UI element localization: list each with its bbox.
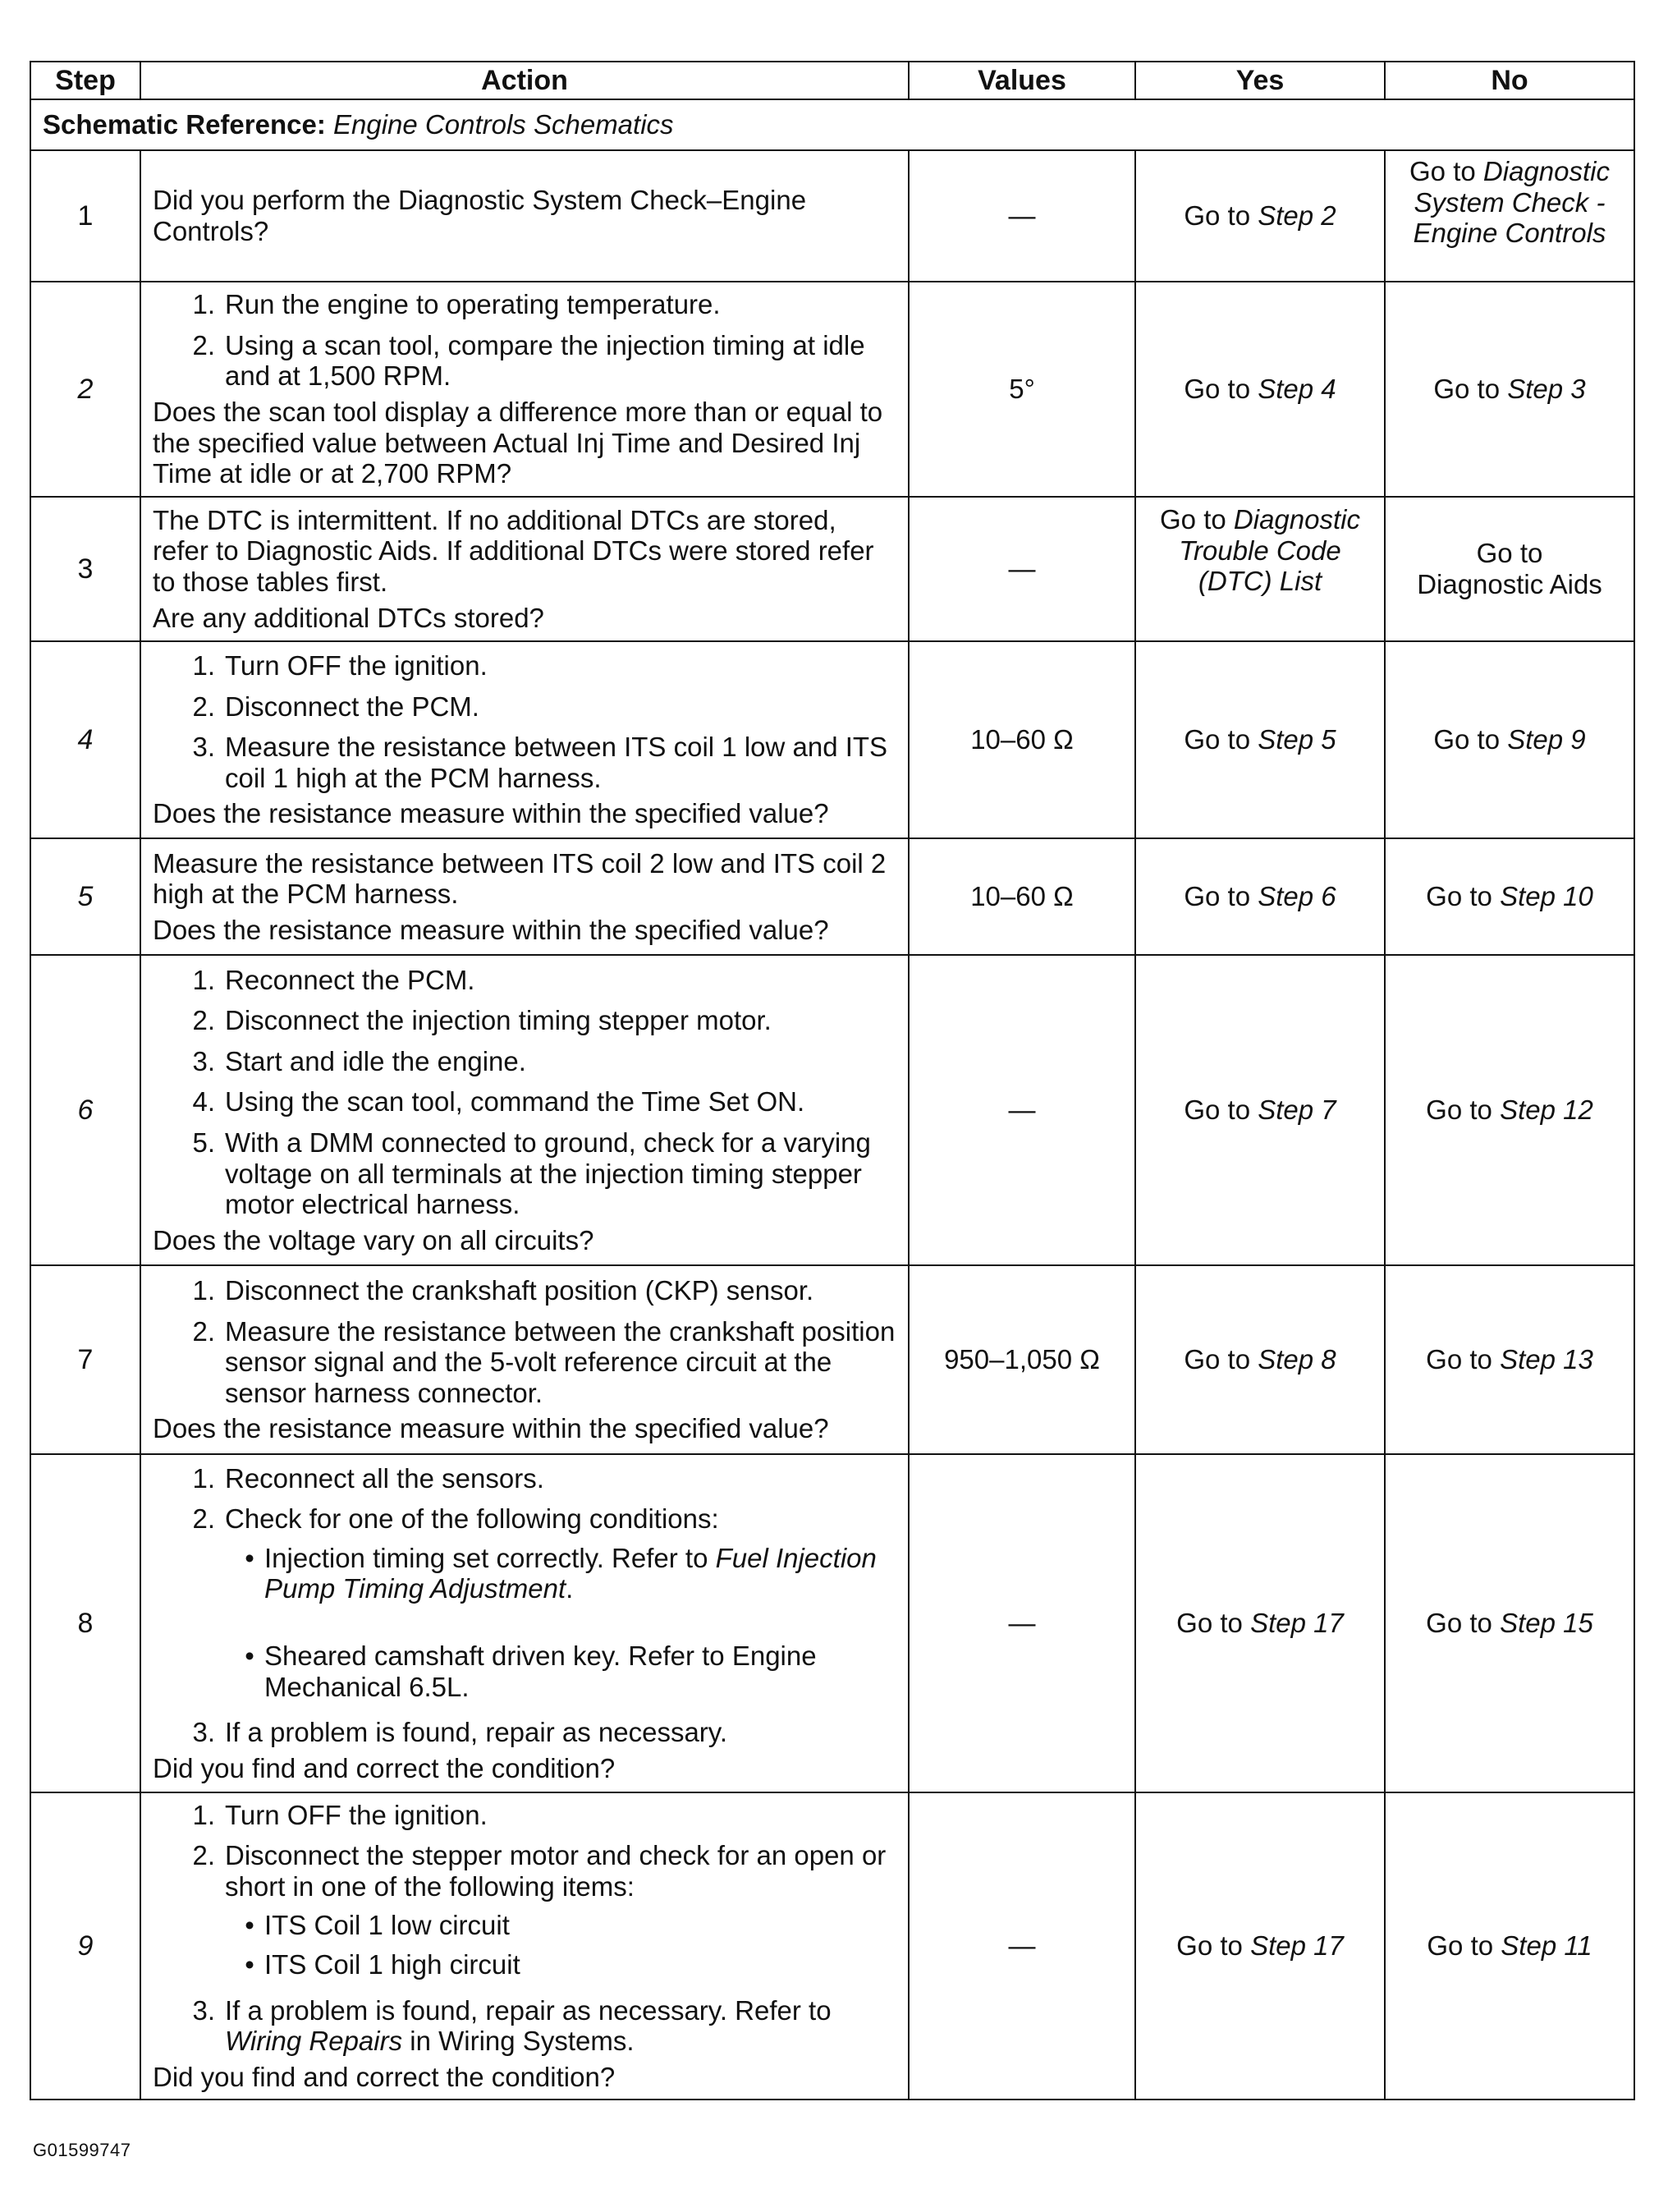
step-text: Disconnect the PCM. [225, 691, 479, 722]
bullet-text-part: . [566, 1573, 574, 1604]
step-number: 7 [30, 1265, 140, 1454]
yes-cell [1135, 282, 1385, 497]
value-cell: 10–60 Ω [909, 838, 1135, 955]
step-num: 2. [192, 1503, 215, 1535]
action-question: Does the scan tool display a difference more than or equal to the specified value between Actual Inj Time and Desired Inj Time at idle or at 2,700 RPM? [153, 397, 883, 489]
step-text-part: If a problem is found, repair as necessary. Refer to [225, 1994, 832, 2026]
no-target: Diagnostic Aids [1417, 569, 1602, 599]
step-number: 2 [30, 282, 140, 497]
figure-id: G01599747 [33, 2140, 131, 2160]
action-step [153, 650, 896, 681]
action-question: Does the voltage vary on all circuits? [153, 1224, 594, 1255]
schematic-reference [30, 99, 1634, 150]
step-num: 5. [192, 1127, 215, 1158]
action-steps [153, 1800, 896, 2057]
goto-label: Go to [1184, 881, 1251, 912]
action-step [153, 1463, 896, 1494]
yes-step-link: Step 7 [1258, 1095, 1336, 1126]
bullet-text: ITS Coil 1 low circuit [264, 1910, 510, 1941]
action-question: Did you find and correct the condition? [153, 1752, 616, 1783]
goto-label: Go to [1426, 1095, 1492, 1126]
goto-label: Go to [1184, 374, 1251, 405]
step-text: Measure the resistance between the crankshaft position sensor signal and the 5-volt reference circuit at the sensor harness connector. [225, 1315, 896, 1408]
step-text: Turn OFF the ignition. [225, 649, 488, 681]
no-target-link: Diagnostic System Check - Engine Controls [1413, 156, 1610, 249]
no-step-link: Step 3 [1507, 374, 1586, 405]
step-number: 5 [30, 838, 140, 955]
table-row [30, 955, 1634, 1265]
header-values: Values [909, 62, 1135, 99]
step-number: 3 [30, 497, 140, 641]
action-question: Are any additional DTCs stored? [153, 602, 544, 633]
bullet-text: ITS Coil 1 high circuit [264, 1949, 520, 1980]
bullet: • [245, 1542, 254, 1573]
action-cell [140, 282, 909, 497]
action-step [153, 1995, 896, 2057]
action-steps [153, 965, 896, 1220]
goto-label: Go to [1160, 504, 1226, 535]
no-cell [1385, 838, 1634, 955]
goto-label: Go to [1426, 1344, 1492, 1375]
no-cell [1385, 955, 1634, 1265]
schematic-reference-link: Engine Controls Schematics [333, 109, 674, 140]
action-cell [140, 955, 909, 1265]
yes-step-link: Step 17 [1250, 1608, 1344, 1639]
action-steps [153, 650, 896, 793]
action-step [153, 289, 896, 320]
yes-cell [1135, 641, 1385, 838]
value-cell: 5° [909, 282, 1135, 497]
step-num: 2. [192, 1315, 215, 1347]
step-num: 1. [192, 964, 215, 995]
goto-label: Go to [1184, 200, 1251, 232]
goto-label: Go to [1433, 724, 1501, 755]
goto-label: Go to [1427, 1930, 1494, 1962]
action-step [153, 1717, 896, 1748]
step-num: 1. [192, 1274, 215, 1306]
action-step [153, 1275, 896, 1306]
step-text: Using the scan tool, command the Time Set ON. [225, 1086, 805, 1117]
step-num: 2. [192, 329, 215, 360]
step-text: Check for one of the following conditions: [225, 1503, 719, 1535]
action-step [153, 1046, 896, 1077]
action-text: Measure the resistance between ITS coil 2 low and ITS coil 2 high at the PCM harness. [153, 847, 887, 910]
yes-step-link: Step 17 [1250, 1930, 1344, 1962]
step-text: If a problem is found, repair as necessary. [225, 1717, 728, 1748]
action-cell [140, 641, 909, 838]
action-step [153, 691, 896, 723]
yes-step-link: Step 2 [1258, 200, 1336, 232]
schematic-reference-label: Schematic Reference: [43, 109, 326, 140]
action-step [153, 1005, 896, 1036]
no-cell [1385, 282, 1634, 497]
table-row [30, 497, 1634, 641]
yes-cell [1135, 1454, 1385, 1792]
no-cell [1385, 641, 1634, 838]
yes-step-link: Step 6 [1258, 881, 1336, 912]
action-cell [140, 838, 909, 955]
step-text: Start and idle the engine. [225, 1045, 526, 1076]
yes-step-link: Step 8 [1258, 1344, 1336, 1375]
step-num: 3. [192, 1994, 215, 2026]
step-text: Run the engine to operating temperature. [225, 289, 721, 320]
action-step [153, 732, 896, 793]
no-step-link: Step 15 [1500, 1608, 1593, 1639]
goto-label: Go to [1409, 156, 1476, 186]
no-step-link: Step 13 [1500, 1344, 1593, 1375]
step-num: 2. [192, 1005, 215, 1036]
table-row [30, 1265, 1634, 1454]
goto-label: Go to [1184, 1344, 1251, 1375]
no-step-link: Step 9 [1507, 724, 1586, 755]
action-steps [153, 1275, 896, 1408]
no-step-link: Step 11 [1501, 1930, 1592, 1962]
action-question: Did you find and correct the condition? [153, 2061, 616, 2092]
no-step-link: Step 12 [1500, 1095, 1593, 1126]
action-step [153, 1800, 896, 1831]
action-question: Does the resistance measure within the specified value? [153, 1413, 829, 1444]
step-number: 9 [30, 1792, 140, 2100]
step-num: 1. [192, 1799, 215, 1830]
header-row [30, 62, 1634, 99]
header-action: Action [140, 62, 909, 99]
condition-list [225, 1543, 896, 1702]
step-text: Reconnect all the sensors. [225, 1462, 544, 1494]
step-text: Measure the resistance between ITS coil 1 low and ITS coil 1 high at the PCM harness. [225, 732, 888, 793]
list-item [225, 1641, 896, 1702]
yes-target-link: Diagnostic Trouble Code (DTC) List [1179, 504, 1360, 597]
no-cell [1385, 497, 1634, 641]
yes-step-link: Step 4 [1258, 374, 1336, 405]
goto-label: Go to [1184, 1095, 1251, 1126]
yes-cell [1135, 838, 1385, 955]
step-num: 1. [192, 649, 215, 681]
bullet: • [245, 1641, 254, 1671]
action-cell [140, 497, 909, 641]
no-cell [1385, 150, 1634, 282]
step-num: 2. [192, 691, 215, 722]
action-step [153, 1127, 896, 1220]
value-cell: — [909, 150, 1135, 282]
step-text-block [225, 1840, 896, 1985]
reference-link: Fuel Injection Pump Timing Adjustment [264, 1542, 877, 1604]
no-goto-label: Go to [1476, 538, 1543, 569]
item-list [225, 1910, 896, 1980]
no-cell [1385, 1454, 1634, 1792]
no-cell [1385, 1792, 1634, 2100]
step-text: Disconnect the stepper motor and check for an open or short in one of the following items: [225, 1840, 887, 1902]
action-step [153, 1503, 896, 1707]
step-num: 3. [192, 1717, 215, 1748]
step-num: 4. [192, 1086, 215, 1117]
goto-label: Go to [1426, 881, 1492, 912]
yes-cell [1135, 150, 1385, 282]
no-cell [1385, 1265, 1634, 1454]
list-item [225, 1910, 896, 1941]
header-step: Step [30, 62, 140, 99]
bullet: • [245, 1910, 254, 1941]
step-text [225, 1995, 896, 2057]
value-cell: 950–1,050 Ω [909, 1265, 1135, 1454]
step-num: 1. [192, 1462, 215, 1494]
action-cell [140, 150, 909, 282]
yes-cell [1135, 1265, 1385, 1454]
step-text: Disconnect the crankshaft position (CKP) sensor. [225, 1274, 814, 1306]
step-text: Disconnect the injection timing stepper motor. [225, 1005, 772, 1036]
step-text: With a DMM connected to ground, check for a varying voltage on all terminals at the injection timing stepper motor electrical harness. [225, 1127, 871, 1220]
action-steps [153, 289, 896, 392]
no-step-link: Step 10 [1500, 881, 1593, 912]
action-step [153, 1840, 896, 1985]
action-text: Did you perform the Diagnostic System Check–Engine Controls? [153, 185, 807, 246]
value-cell: 10–60 Ω [909, 641, 1135, 838]
bullet: • [245, 1949, 254, 1980]
header-no: No [1385, 62, 1634, 99]
step-num: 1. [192, 289, 215, 320]
action-cell [140, 1454, 909, 1792]
action-question: Does the resistance measure within the specified value? [153, 914, 829, 945]
action-text: The DTC is intermittent. If no additional DTCs are stored, refer to Diagnostic Aids. If additional DTCs were stored refer to those tables first. [153, 504, 874, 597]
goto-label: Go to [1426, 1608, 1492, 1639]
table-row [30, 1454, 1634, 1792]
step-text-block [225, 1503, 896, 1707]
action-question: Does the resistance measure within the specified value? [153, 798, 829, 829]
value-cell: — [909, 497, 1135, 641]
goto-label: Go to [1184, 724, 1251, 755]
action-step [153, 1086, 896, 1117]
step-number: 8 [30, 1454, 140, 1792]
step-num: 2. [192, 1840, 215, 1871]
table-row [30, 150, 1634, 282]
value-cell: — [909, 1454, 1135, 1792]
bullet-text: Sheared camshaft driven key. Refer to Engine Mechanical 6.5L. [264, 1641, 817, 1702]
list-item [225, 1949, 896, 1980]
step-num: 3. [192, 1045, 215, 1076]
action-cell [140, 1792, 909, 2100]
action-cell [140, 1265, 909, 1454]
diagnostic-table [30, 61, 1635, 2100]
step-number: 1 [30, 150, 140, 282]
bullet-text-part: Injection timing set correctly. Refer to [264, 1542, 716, 1573]
table-row [30, 282, 1634, 497]
reference-link: Wiring Repairs [225, 2026, 403, 2057]
step-text-part: in Wiring Systems. [402, 2026, 635, 2057]
step-number: 4 [30, 641, 140, 838]
goto-label: Go to [1433, 374, 1501, 405]
yes-cell [1135, 497, 1385, 641]
action-step [153, 1316, 896, 1409]
table-row [30, 1792, 1634, 2100]
action-step [153, 965, 896, 996]
value-cell: — [909, 955, 1135, 1265]
yes-cell [1135, 1792, 1385, 2100]
step-num: 3. [192, 732, 215, 763]
yes-cell [1135, 955, 1385, 1265]
schematic-reference-row [30, 99, 1634, 150]
goto-label: Go to [1176, 1608, 1243, 1639]
step-number: 6 [30, 955, 140, 1265]
step-text: Using a scan tool, compare the injection timing at idle and at 1,500 RPM. [225, 329, 865, 392]
bullet-text [264, 1543, 896, 1604]
yes-step-link: Step 5 [1258, 724, 1336, 755]
table-row [30, 641, 1634, 838]
action-step [153, 330, 896, 392]
header-yes: Yes [1135, 62, 1385, 99]
action-steps [153, 1463, 896, 1748]
table-row [30, 838, 1634, 955]
value-cell: — [909, 1792, 1135, 2100]
list-item [225, 1543, 896, 1604]
step-text: Turn OFF the ignition. [225, 1799, 488, 1830]
goto-label: Go to [1176, 1930, 1243, 1962]
step-text: Reconnect the PCM. [225, 964, 475, 995]
